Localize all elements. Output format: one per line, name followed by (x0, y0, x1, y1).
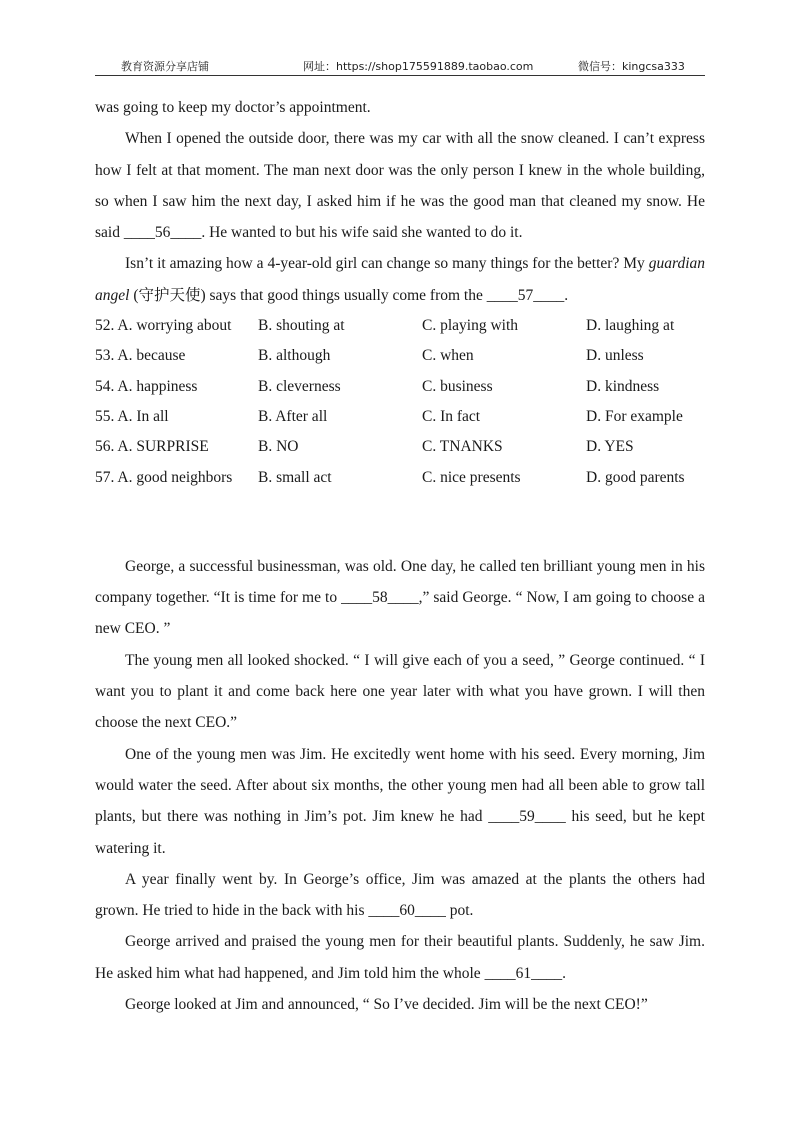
passage2-paragraph-6: George looked at Jim and announced, “ So I’ve decided. Jim will be the next CEO!” (125, 996, 648, 1014)
passage2-paragraph-3: One of the young men was Jim. He excitedly went home with his seed. Every morning, Jim would water the seed. After about six months, the other young men had all been able to grow tall plants, but there was nothing in Jim’s pot. Jim knew he had ____59____ his seed, but he kept watering it. (95, 745, 705, 857)
option-c: C. when (422, 347, 474, 365)
option-a: 52. A. worrying about (95, 317, 232, 335)
option-a: 56. A. SURPRISE (95, 438, 209, 456)
option-d: D. For example (586, 407, 683, 425)
option-d: D. unless (586, 347, 644, 365)
header-url: 网址：https://shop175591889.taobao.com (303, 60, 534, 73)
section-gap (95, 493, 705, 551)
question-54-options (95, 372, 705, 402)
option-b: B. cleverness (258, 377, 341, 395)
option-b: B. although (258, 347, 331, 365)
options-list (95, 311, 705, 493)
question-53-options (95, 341, 705, 371)
option-d: D. YES (586, 438, 634, 456)
passage2-paragraph-4: A year finally went by. In George’s office, Jim was amazed at the plants the others had grown. He tried to hide in the back with his ____60____ pot. (95, 870, 705, 920)
passage1-paragraph-2-start: Isn’t it amazing how a 4-year-old girl can change so many things for the better? My (125, 255, 649, 273)
option-d: D. good parents (586, 468, 685, 486)
passage1-paragraph-2-end: (守护天使) says that good things usually come from the ____57____. (129, 286, 569, 304)
option-c: C. TNANKS (422, 438, 503, 456)
option-b: B. shouting at (258, 317, 345, 335)
guardian-angel-term: guardian angel (95, 255, 705, 304)
option-c: C. playing with (422, 317, 519, 335)
option-b: B. After all (258, 407, 328, 425)
option-b: B. small act (258, 468, 332, 486)
question-56-options (95, 432, 705, 462)
document-body (95, 92, 705, 1020)
question-55-options (95, 402, 705, 432)
option-d: D. kindness (586, 377, 660, 395)
option-d: D. laughing at (586, 317, 675, 335)
passage2-paragraph-2: The young men all looked shocked. “ I will give each of you a seed, ” George continued. “ I want you to plant it and come back here one year later with what you have grown. I will then choose the next CEO.” (95, 651, 705, 732)
option-a: 53. A. because (95, 347, 186, 365)
header-wechat: 微信号：kingcsa333 (578, 60, 685, 73)
passage1-paragraph-1: When I opened the outside door, there was my car with all the snow cleaned. I can’t express how I felt at that moment. The man next door was the only person I knew in the whole building, so when I saw him the next day, I asked him if he was the good man that cleaned my snow. He said ____56____. He wanted to but his wife said she wanted to do it. (95, 130, 705, 242)
option-c: C. nice presents (422, 468, 521, 486)
passage2-paragraph-1: George, a successful businessman, was old. One day, he called ten brilliant young men in his company together. “It is time for me to ____58____,” said George. “ Now, I am going to choose a new CEO. ” (95, 557, 705, 638)
header-shop-name: 教育资源分享店铺 (121, 60, 209, 73)
option-a: 57. A. good neighbors (95, 468, 233, 486)
passage1-line0: was going to keep my doctor’s appointment. (95, 99, 371, 116)
passage1-paragraph-2 (95, 248, 705, 311)
passage2-paragraph-5: George arrived and praised the young men for their beautiful plants. Suddenly, he saw Jim. He asked him what had happened, and Jim told him the whole ____61____. (95, 933, 705, 982)
page-header (95, 58, 705, 76)
question-52-options (95, 311, 705, 341)
option-a: 55. A. In all (95, 407, 169, 425)
question-57-options (95, 463, 705, 493)
option-c: C. business (422, 377, 493, 395)
option-a: 54. A. happiness (95, 377, 198, 395)
option-b: B. NO (258, 438, 299, 456)
option-c: C. In fact (422, 407, 481, 425)
